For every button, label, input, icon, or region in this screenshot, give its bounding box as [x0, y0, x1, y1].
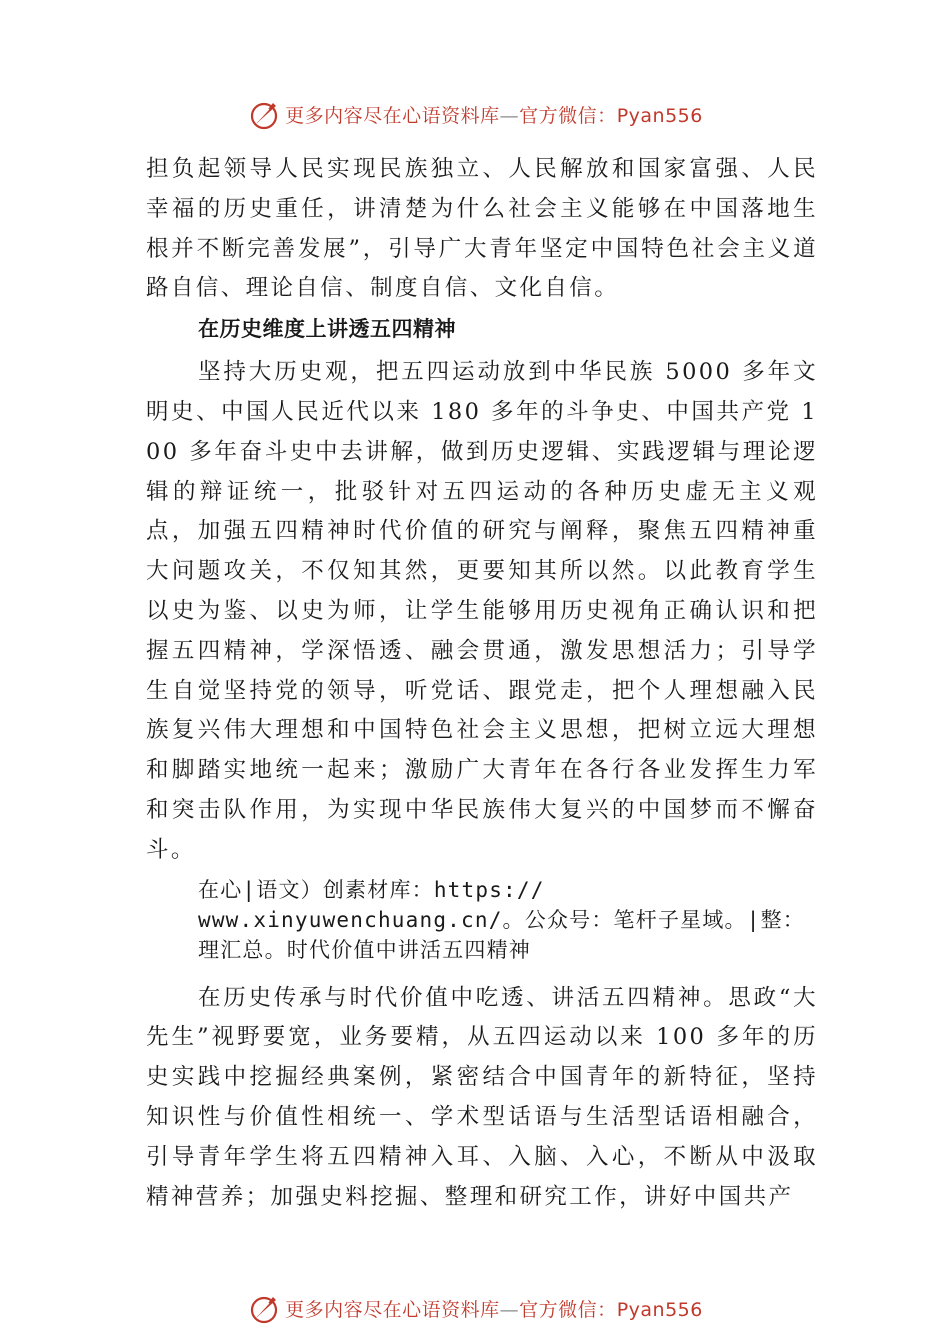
source-note [146, 875, 818, 965]
banner-brand: 更多内容尽在心语资料库 [285, 104, 500, 127]
banner-wechat-id: Pyan556 [616, 1298, 703, 1321]
footer-banner [0, 1286, 950, 1330]
banner-wechat-label: 官方微信： [519, 104, 617, 127]
source-note-line-2: www.xinyuwenchuang.cn/。公众号：笔杆子星域。|整： [198, 907, 805, 932]
paragraph-2: 坚持大历史观，把五四运动放到中华民族 5000 多年文明史、中国人民近代以来 180 多年的斗争史、中国共产党 100 多年奋斗史中去讲解，做到历史逻辑、实践逻辑与理论逻辑的辩证统一，批驳针对五四运动的各种历史虚无主义观点，加强五四精神时代价值的研究与阐释，聚焦五四精神重大问题攻关，不仅知其然，更要知其所以然。以此教育学生以史为鉴、以史为师，让学生能够用历史视角正确认识和把握五四精神，学深悟透、融会贯通，激发思想活力；引导学生自觉坚持党的领导，听党话、跟党走，把个人理想融入民族复兴伟大理想和中国特色社会主义思想，把树立远大理想和脚踏实地统一起来；激励广大青年在各行各业发挥生力军和突击队作用，为实现中华民族伟大复兴的中国梦而不懈奋斗。 [146, 359, 818, 863]
banner-brand: 更多内容尽在心语资料库 [285, 1298, 500, 1321]
source-note-line-3: 理汇总。时代价值中讲活五四精神 [198, 937, 531, 962]
banner-text [285, 1295, 703, 1322]
section-heading: 在历史维度上讲透五四精神 [198, 317, 456, 342]
header-banner [0, 92, 950, 136]
quill-logo-icon [247, 97, 281, 131]
quill-logo-icon [247, 1291, 281, 1325]
paragraph-1: 担负起领导人民实现民族独立、人民解放和国家富强、人民幸福的历史重任，讲清楚为什么社会主义能够在中国落地生根并不断完善发展”，引导广大青年坚定中国特色社会主义道路自信、理论自信、制度自信、文化自信。 [146, 156, 818, 302]
document-body [146, 150, 818, 1217]
source-note-line-1: 在心|语文）创素材库：https:// [198, 877, 545, 902]
banner-separator: — [499, 104, 520, 127]
banner-wechat-id: Pyan556 [616, 104, 703, 127]
banner-separator: — [499, 1298, 520, 1321]
banner-text [285, 101, 703, 128]
banner-wechat-label: 官方微信： [519, 1298, 617, 1321]
paragraph-3: 在历史传承与时代价值中吃透、讲活五四精神。思政“大先生”视野要宽，业务要精，从五四运动以来 100 多年的历史实践中挖掘经典案例，紧密结合中国青年的新特征，坚持知识性与价值性相统一、学术型话语与生活型话语相融合，引导青年学生将五四精神入耳、入脑、入心，不断从中汲取精神营养；加强史料挖掘、整理和研究工作，讲好中国共产 [146, 984, 818, 1210]
